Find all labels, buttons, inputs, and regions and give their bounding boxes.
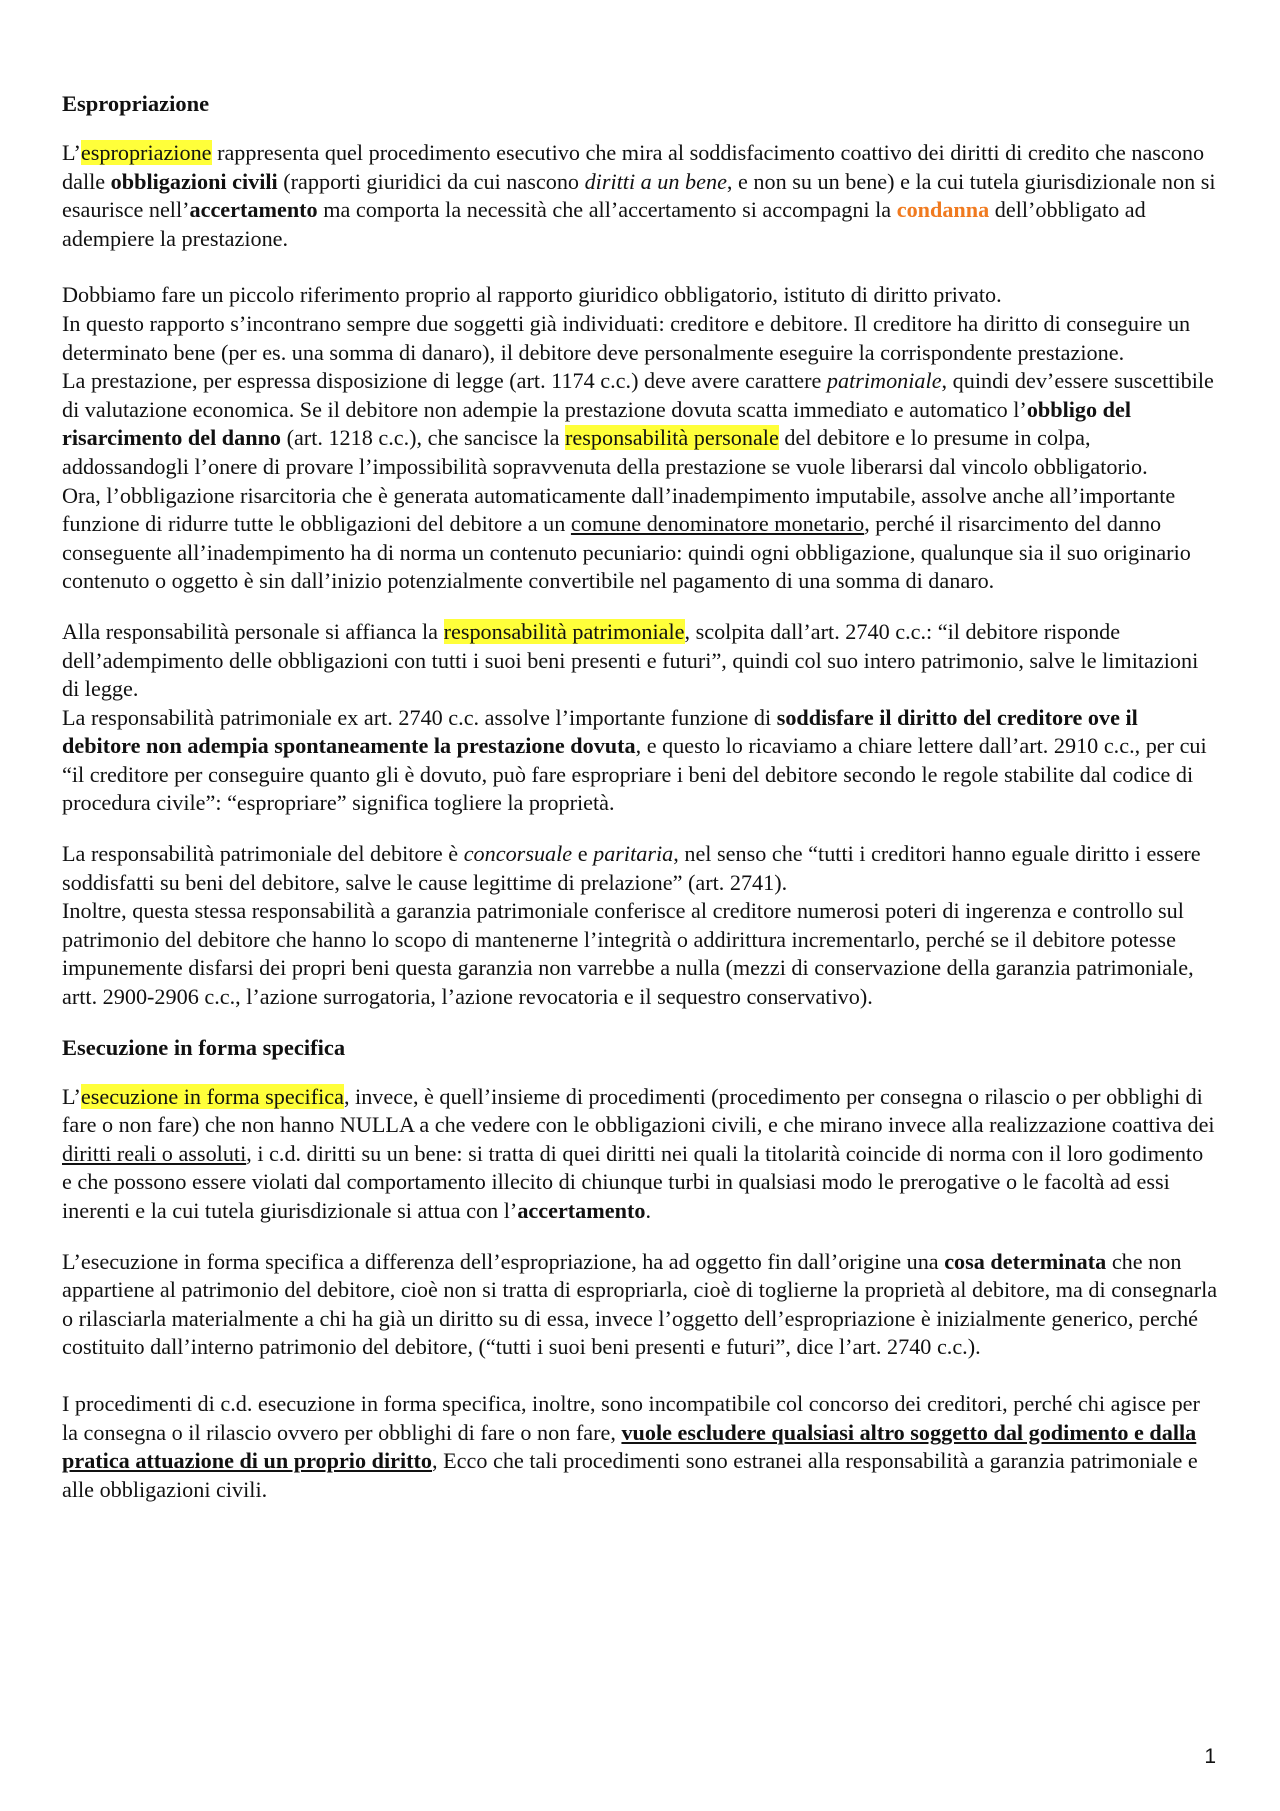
bold-underlined-term: vuole escludere qualsiasi altro soggetto dal godimento e dalla pratica attuazione di un proprio diritto [62, 1419, 1197, 1474]
bold-term: obbligazioni civili [110, 168, 278, 194]
text: I procedimenti di c.d. esecuzione in forma specifica, inoltre, sono incompatibile col concorso dei creditori, perché chi agisce per la consegna o il rilascio ovvero per obblighi di fare o non fare, [62, 1390, 1200, 1445]
italic-term: patrimoniale [826, 368, 942, 394]
highlighted-term: esecuzione in forma specifica [80, 1083, 344, 1109]
text: La prestazione, per espressa disposizione di legge (art. 1174 c.c.) deve avere carattere [62, 368, 827, 394]
paragraph [62, 1248, 1218, 1362]
text: ma comporta la necessità che all’accertamento si accompagni la [317, 197, 897, 223]
text: L’esecuzione in forma specifica a differenza dell’espropriazione, ha ad oggetto fin dall’origine una [62, 1248, 945, 1274]
bold-term: obbligo del risarcimento del danno [62, 396, 1132, 451]
paragraph [62, 367, 1218, 481]
page-number: 1 [1204, 1745, 1216, 1768]
paragraph: Inoltre, questa stessa responsabilità a garanzia patrimoniale conferisce al creditore numerosi poteri di ingerenza e controllo sul patrimonio del debitore che hanno lo scopo di mantenerne l’integrità o addirittura incrementarlo, perché se il debitore potesse impunemente disfarsi dei propri beni questa garanzia non varrebbe a nulla (mezzi di conservazione della garanzia patrimoniale, artt. 2900-2906 c.c., l’azione surrogatoria, l’azione revocatoria e il sequestro conservativo). [62, 898, 1194, 1010]
text: che non appartiene al patrimonio del debitore, cioè non si tratta di espropriarla, cioè di toglierne la proprietà al debitore, ma di consegnarla o rilasciarla materialmente a chi ha già un diritto su di essa, invece l’oggetto dell’espropriazione è inizialmente generico, perché costituito dall’interno patrimonio del debitore, (“tutti i suoi beni presenti e futuri”, dice l’art. 2740 c.c.). [62, 1248, 1218, 1360]
text: , i c.d. diritti su un bene: si tratta di quei diritti nei quali la titolarità coincide di norma con il loro godimento e che possono essere violati dal comportamento illecito di chiunque turbi in qualsiasi modo le prerogative o le facoltà ad essi inerenti e la cui tutela giurisdizionale si attua con l’ [62, 1140, 1204, 1223]
bold-term: cosa determinata [944, 1248, 1107, 1274]
text: , Ecco che tali procedimenti sono estranei alla responsabilità a garanzia patrimoniale e alle obbligazioni civili. [62, 1448, 1198, 1502]
highlighted-term: responsabilità patrimoniale [443, 618, 685, 644]
highlighted-term: responsabilità personale [565, 425, 779, 451]
text: e [572, 841, 594, 867]
text: , e questo lo ricaviamo a chiare lettere dall’art. 2910 c.c., per cui “il creditore per conseguire quanto gli è dovuto, può fare espropriare i beni del debitore secondo le regole stabilite dal codice di procedura civile”: “espropriare” significa togliere la proprietà. [62, 733, 1207, 816]
text: del debitore e lo presume in colpa, addossandogli l’onere di provare l’impossibilità sopravvenuta della prestazione se vuole liberarsi dal vincolo obbligatorio. [62, 425, 1148, 479]
text: L’ [62, 1083, 81, 1109]
bold-term: accertamento [517, 1198, 646, 1223]
italic-term: paritaria [593, 841, 674, 867]
text: (art. 1218 c.c.), che sancisce la [281, 425, 566, 451]
text: dell’obbligato ad adempiere la prestazione. [62, 197, 1146, 251]
bold-term: accertamento [189, 197, 318, 223]
paragraph: In questo rapporto s’incontrano sempre due soggetti già individuati: creditore e debitore. Il creditore ha diritto di conseguire un determinato bene (per es. una somma di danaro), il debitore deve personalmente eseguire la corrispondente prestazione. [62, 310, 1191, 365]
paragraph [62, 704, 1218, 818]
text: , e non su un bene) e la cui tutela giurisdizionale non si esaurisce nell’ [62, 168, 1216, 223]
text: . [645, 1198, 651, 1223]
text: (rapporti giuridici da cui nascono [277, 168, 585, 194]
text: La responsabilità patrimoniale del debitore è [62, 841, 464, 867]
underlined-term: diritti reali o assoluti [62, 1140, 247, 1166]
bold-term: soddisfare il diritto del creditore ove il debitore non adempia spontaneamente la prestazione dovuta [62, 704, 1138, 759]
paragraph: Dobbiamo fare un piccolo riferimento proprio al rapporto giuridico obbligatorio, istituto di diritto privato. [62, 282, 1002, 308]
text: , nel senso che “tutti i creditori hanno eguale diritto i essere soddisfatti su beni del debitore, salve le cause legittime di prelazione” (art. 2741). [62, 841, 1201, 895]
paragraph [62, 139, 1218, 253]
highlighted-term: espropriazione [80, 140, 212, 165]
text: , perché il risarcimento del danno conseguente all’inadempimento ha di norma un contenuto pecuniario: quindi ogni obbligazione, qualunque sia il suo originario contenuto o oggetto è sin dall’inizio potenzialmente convertibile nel pagamento di una somma di danaro. [62, 511, 1191, 594]
section-title-esecuzione-forma-specifica: Esecuzione in forma specifica [62, 1034, 346, 1060]
paragraph [62, 840, 1218, 897]
paragraph [62, 482, 1218, 596]
text: La responsabilità patrimoniale ex art. 2740 c.c. assolve l’importante funzione di [62, 704, 777, 730]
text: Ora, l’obbligazione risarcitoria che è generata automaticamente dall’inadempimento imputabile, assolve anche all’importante funzione di ridurre tutte le obbligazioni del debitore a un [62, 482, 1176, 537]
text: rappresenta quel procedimento esecutivo che mira al soddisfacimento coattivo dei diritti di credito che nascono dalle [62, 140, 1205, 194]
text: L’ [62, 140, 81, 165]
text: , quindi dev’essere suscettibile di valutazione economica. Se il debitore non adempie la prestazione dovuta scatta immediato e automatico l’ [62, 368, 1214, 422]
paragraph [62, 1390, 1218, 1504]
paragraph [62, 618, 1218, 704]
orange-term: condanna [896, 197, 990, 223]
italic-term: diritti a un bene [584, 168, 727, 194]
text: , invece, è quell’insieme di procedimenti (procedimento per consegna o rilascio o per obblighi di fare o non fare) che non hanno NULLA a che vedere con le obbligazioni civili, e che mirano invece alla realizzazione coattiva dei [62, 1083, 1215, 1138]
paragraph [62, 1083, 1218, 1226]
text: Alla responsabilità personale si affianca la [62, 618, 444, 644]
text: , scolpita dall’art. 2740 c.c.: “il debitore risponde dell’adempimento delle obbligazioni con tutti i suoi beni presenti e futuri”, quindi col suo intero patrimonio, salve le limitazioni di legge. [62, 618, 1199, 702]
italic-term: concorsuale [463, 841, 573, 867]
section-title-espropriazione: Espropriazione [62, 91, 210, 116]
underlined-term: comune denominatore monetario [570, 511, 865, 537]
